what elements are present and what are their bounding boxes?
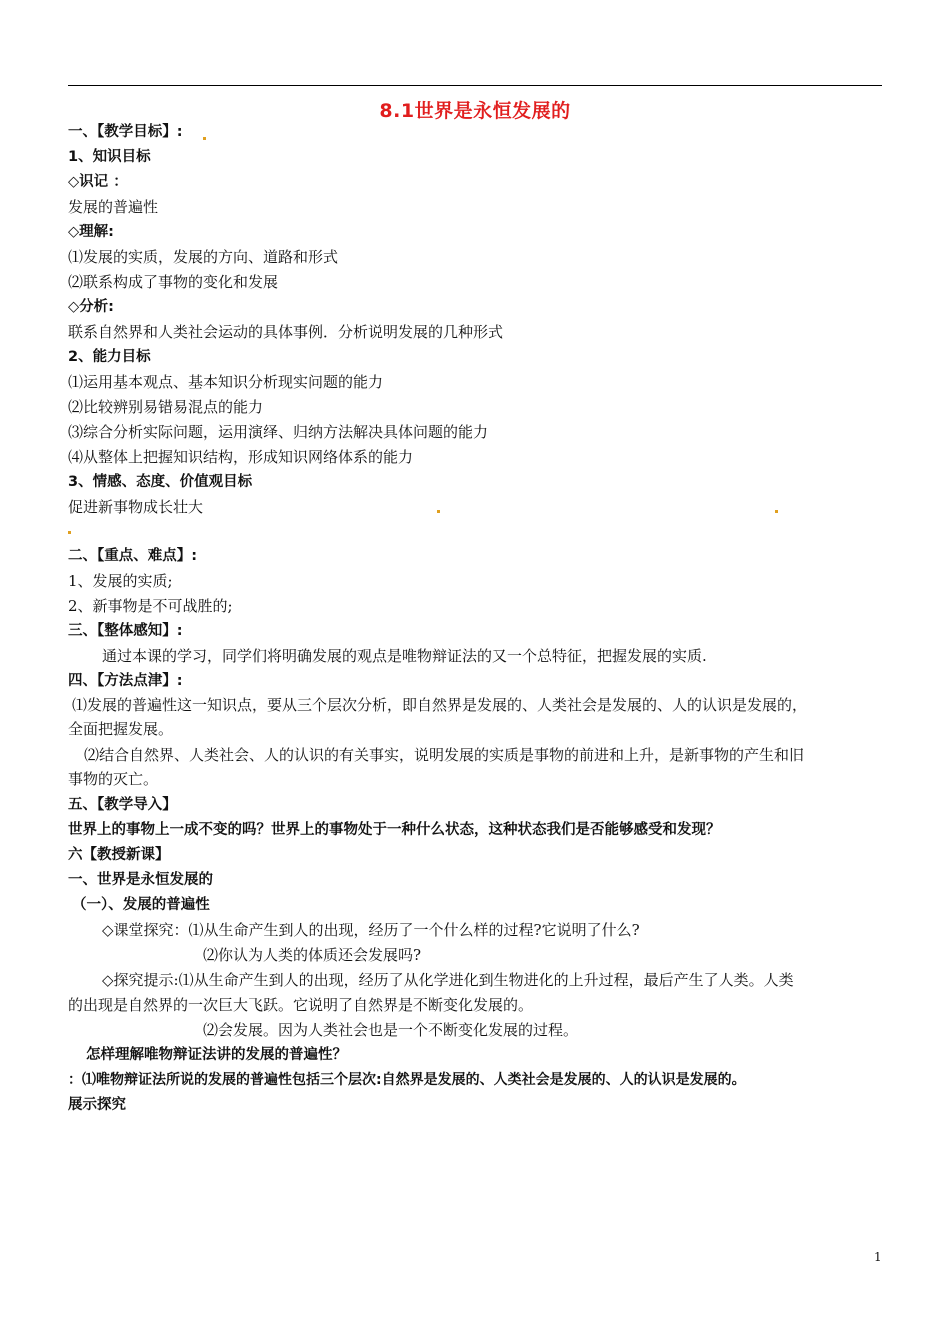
subsection-heading: 2、能力目标 [68,349,151,365]
document-title: 8.1世界是永恒发展的 [379,100,571,122]
text-line: ⑵比较辨别易错易混点的能力 [68,398,264,416]
text-line: 全面把握发展。 [68,720,174,738]
bold-text-line: ：⑴唯物辩证法所说的发展的普遍性包括三个层次:自然界是发展的、人类社会是发展的、人的认识是发展的。 [68,1072,746,1088]
text-line: 1、发展的实质; [68,572,173,590]
section-heading: 四、【方法点津】: [68,673,183,689]
text-line: 通过本课的学习，同学们将明确发展的观点是唯物辩证法的又一个总特征，把握发展的实质. [102,647,707,665]
section-heading: 六【教授新课】 [68,847,170,863]
text-line: ⑵会发展。因为人类社会也是一个不断变化发展的过程。 [203,1021,579,1039]
bold-text-line: 世界上的事物上一成不变的吗？世界上的事物处于一种什么状态，这种状态我们是否能够感受和发现？ [68,822,721,838]
text-line: ⑵结合自然界、人类社会、人的认识的有关事实，说明发展的实质是事物的前进和上升，是新事物的产生和旧 [84,746,805,764]
text-line: 事物的灭亡。 [68,770,159,788]
text-line: ⑴发展的普遍性这一知识点，要从三个层次分析，即自然界是发展的、人类社会是发展的、人的认识是发展的， [72,696,808,714]
text-line: ⑴发展的实质，发展的方向、道路和形式 [68,248,339,266]
item-heading: ◇分析: [68,299,114,315]
decorative-dot [68,531,71,534]
text-line: ⑴运用基本观点、基本知识分析现实问题的能力 [68,373,384,391]
text-line: 2、新事物是不可战胜的; [68,597,233,615]
item-heading: ◇识记 ： [68,174,128,190]
decorative-dot [203,137,206,140]
header-rule [68,85,882,86]
section-heading: 一、【教学目标】: [68,124,183,140]
bold-text-line: 怎样理解唯物辩证法讲的发展的普遍性？ [86,1047,347,1063]
section-heading: 五、【教学导入】 [68,797,177,813]
section-heading: 三、【整体感知】: [68,623,183,639]
text-line: 联系自然界和人类社会运动的具体事例．分析说明发展的几种形式 [68,323,504,341]
decorative-dot [437,510,440,513]
text-line: ⑶综合分析实际问题，运用演绎、归纳方法解决具体问题的能力 [68,423,489,441]
bold-text-line: 展示探究 [68,1097,126,1113]
text-line: ⑵你认为人类的体质还会发展吗? [203,946,422,964]
item-heading: ◇理解: [68,224,114,240]
page-number: 1 [874,1250,882,1264]
subsection-heading: 1、知识目标 [68,149,151,165]
decorative-dot [775,510,778,513]
section-heading: 二、【重点、难点】: [68,548,198,564]
subsection-heading: 3、情感、态度、价值观目标 [68,474,253,490]
text-line: ◇课堂探究：⑴从生命产生到人的出现，经历了一个什么样的过程?它说明了什么? [102,921,640,939]
text-line: 的出现是自然界的一次巨大飞跃。它说明了自然界是不断变化发展的。 [68,996,534,1014]
subsection-heading: 一、世界是永恒发展的 [68,872,213,888]
text-line: 发展的普遍性 [68,198,159,216]
text-line: ⑵联系构成了事物的变化和发展 [68,273,279,291]
text-line: ⑷从整体上把握知识结构，形成知识网络体系的能力 [68,448,414,466]
text-line: 促进新事物成长壮大 [68,498,204,516]
subsection-heading: （一）、发展的普遍性 [72,897,210,913]
text-line: ◇探究提示:⑴从生命产生到人的出现，经历了从化学进化到生物进化的上升过程，最后产生了人类。人类 [102,971,794,989]
